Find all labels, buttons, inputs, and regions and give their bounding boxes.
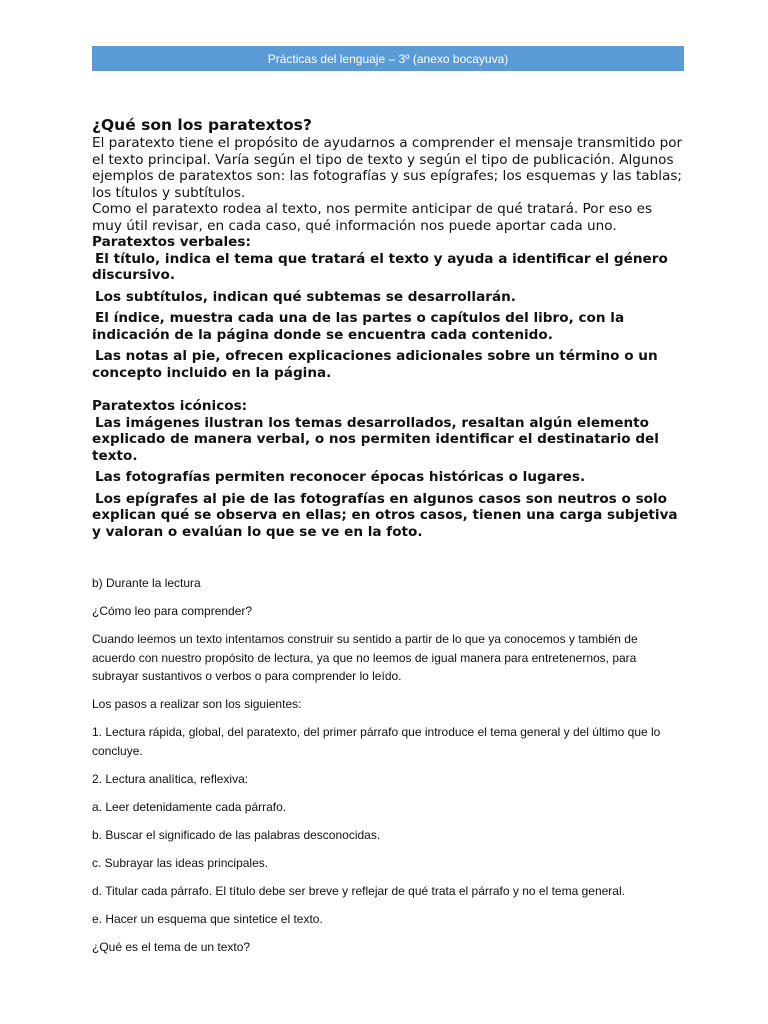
iconic-item: Los epígrafes al pie de las fotografías en algunos casos son neutros o solo explican qué se observa en ellas; en otros casos, tienen una carga subjetiva y valoran o evalúan lo que se ve en la foto. [92,490,678,540]
verbal-item: El índice, muestra cada una de las partes o capítulos del libro, con la indicación de la página donde se encuentra cada contenido. [92,310,625,343]
verbal-item: Las notas al pie, ofrecen explicaciones adicionales sobre un término o un concepto incluido en la página. [92,348,658,381]
iconic-item: Las imágenes ilustran los temas desarrollados, resaltan algún elemento explicado de manera verbal, o nos permiten identificar el destinatario del texto. [92,414,659,464]
iconic-heading: Paratextos icónicos: [92,398,248,414]
header-band [92,46,684,71]
step-b: b. Buscar el significado de las palabras desconocidas. [92,827,381,842]
verbal-item: El título, indica el tema que tratará el texto y ayuda a identificar el género discursivo. [92,250,668,283]
reading-paragraph: Cuando leemos un texto intentamos construir su sentido a partir de lo que ya conocemos y también de acuerdo con nuestro propósito de lectura, ya que no leemos de igual manera para entretenernos, para subrayar sustantivos o verbos o para comprender lo leído. [92,632,638,683]
reading-heading: b) Durante la lectura [92,576,201,590]
step-d: d. Titular cada párrafo. El título debe ser breve y reflejar de qué trata el párrafo y no el tema general. [92,883,625,898]
iconic-item: Las fotografías permiten reconocer épocas históricas o lugares. [95,469,586,485]
verbal-item: Los subtítulos, indican qué subtemas se desarrollarán. [95,288,516,305]
step-e: e. Hacer un esquema que sintetice el texto. [92,911,323,926]
step-1: 1. Lectura rápida, global, del paratexto, del primer párrafo que introduce el tema general y del último que lo concluye. [92,725,661,758]
final-question: ¿Qué es el tema de un texto? [92,939,251,954]
verbal-heading: Paratextos verbales: [92,234,251,250]
intro-paragraph-1: El paratexto tiene el propósito de ayudarnos a comprender el mensaje transmitido por el texto principal. Varía según el tipo de texto y según el tipo de publicación. Algunos ejemplos de paratextos son: las fotografías y sus epígrafes; los esquemas y las tablas; los títulos y subtítulos. [92,135,683,201]
reading-question: ¿Cómo leo para comprender? [92,604,253,618]
paratexts-section [92,116,686,545]
step-c: c. Subrayar las ideas principales. [92,855,269,870]
step-a: a. Leer detenidamente cada párrafo. [92,799,287,814]
header-title: Prácticas del lenguaje – 3º (anexo bocayuva) [267,51,509,66]
intro-paragraph-2: Como el paratexto rodea al texto, nos permite anticipar de qué tratará. Por eso es muy útil revisar, en cada caso, qué información nos puede aportar cada uno. [92,201,653,234]
step-2: 2. Lectura analítica, reflexiva: [92,771,249,786]
reading-section [92,574,682,966]
section-title: ¿Qué son los paratextos? [92,116,312,134]
steps-intro: Los pasos a realizar son los siguientes: [92,697,302,711]
